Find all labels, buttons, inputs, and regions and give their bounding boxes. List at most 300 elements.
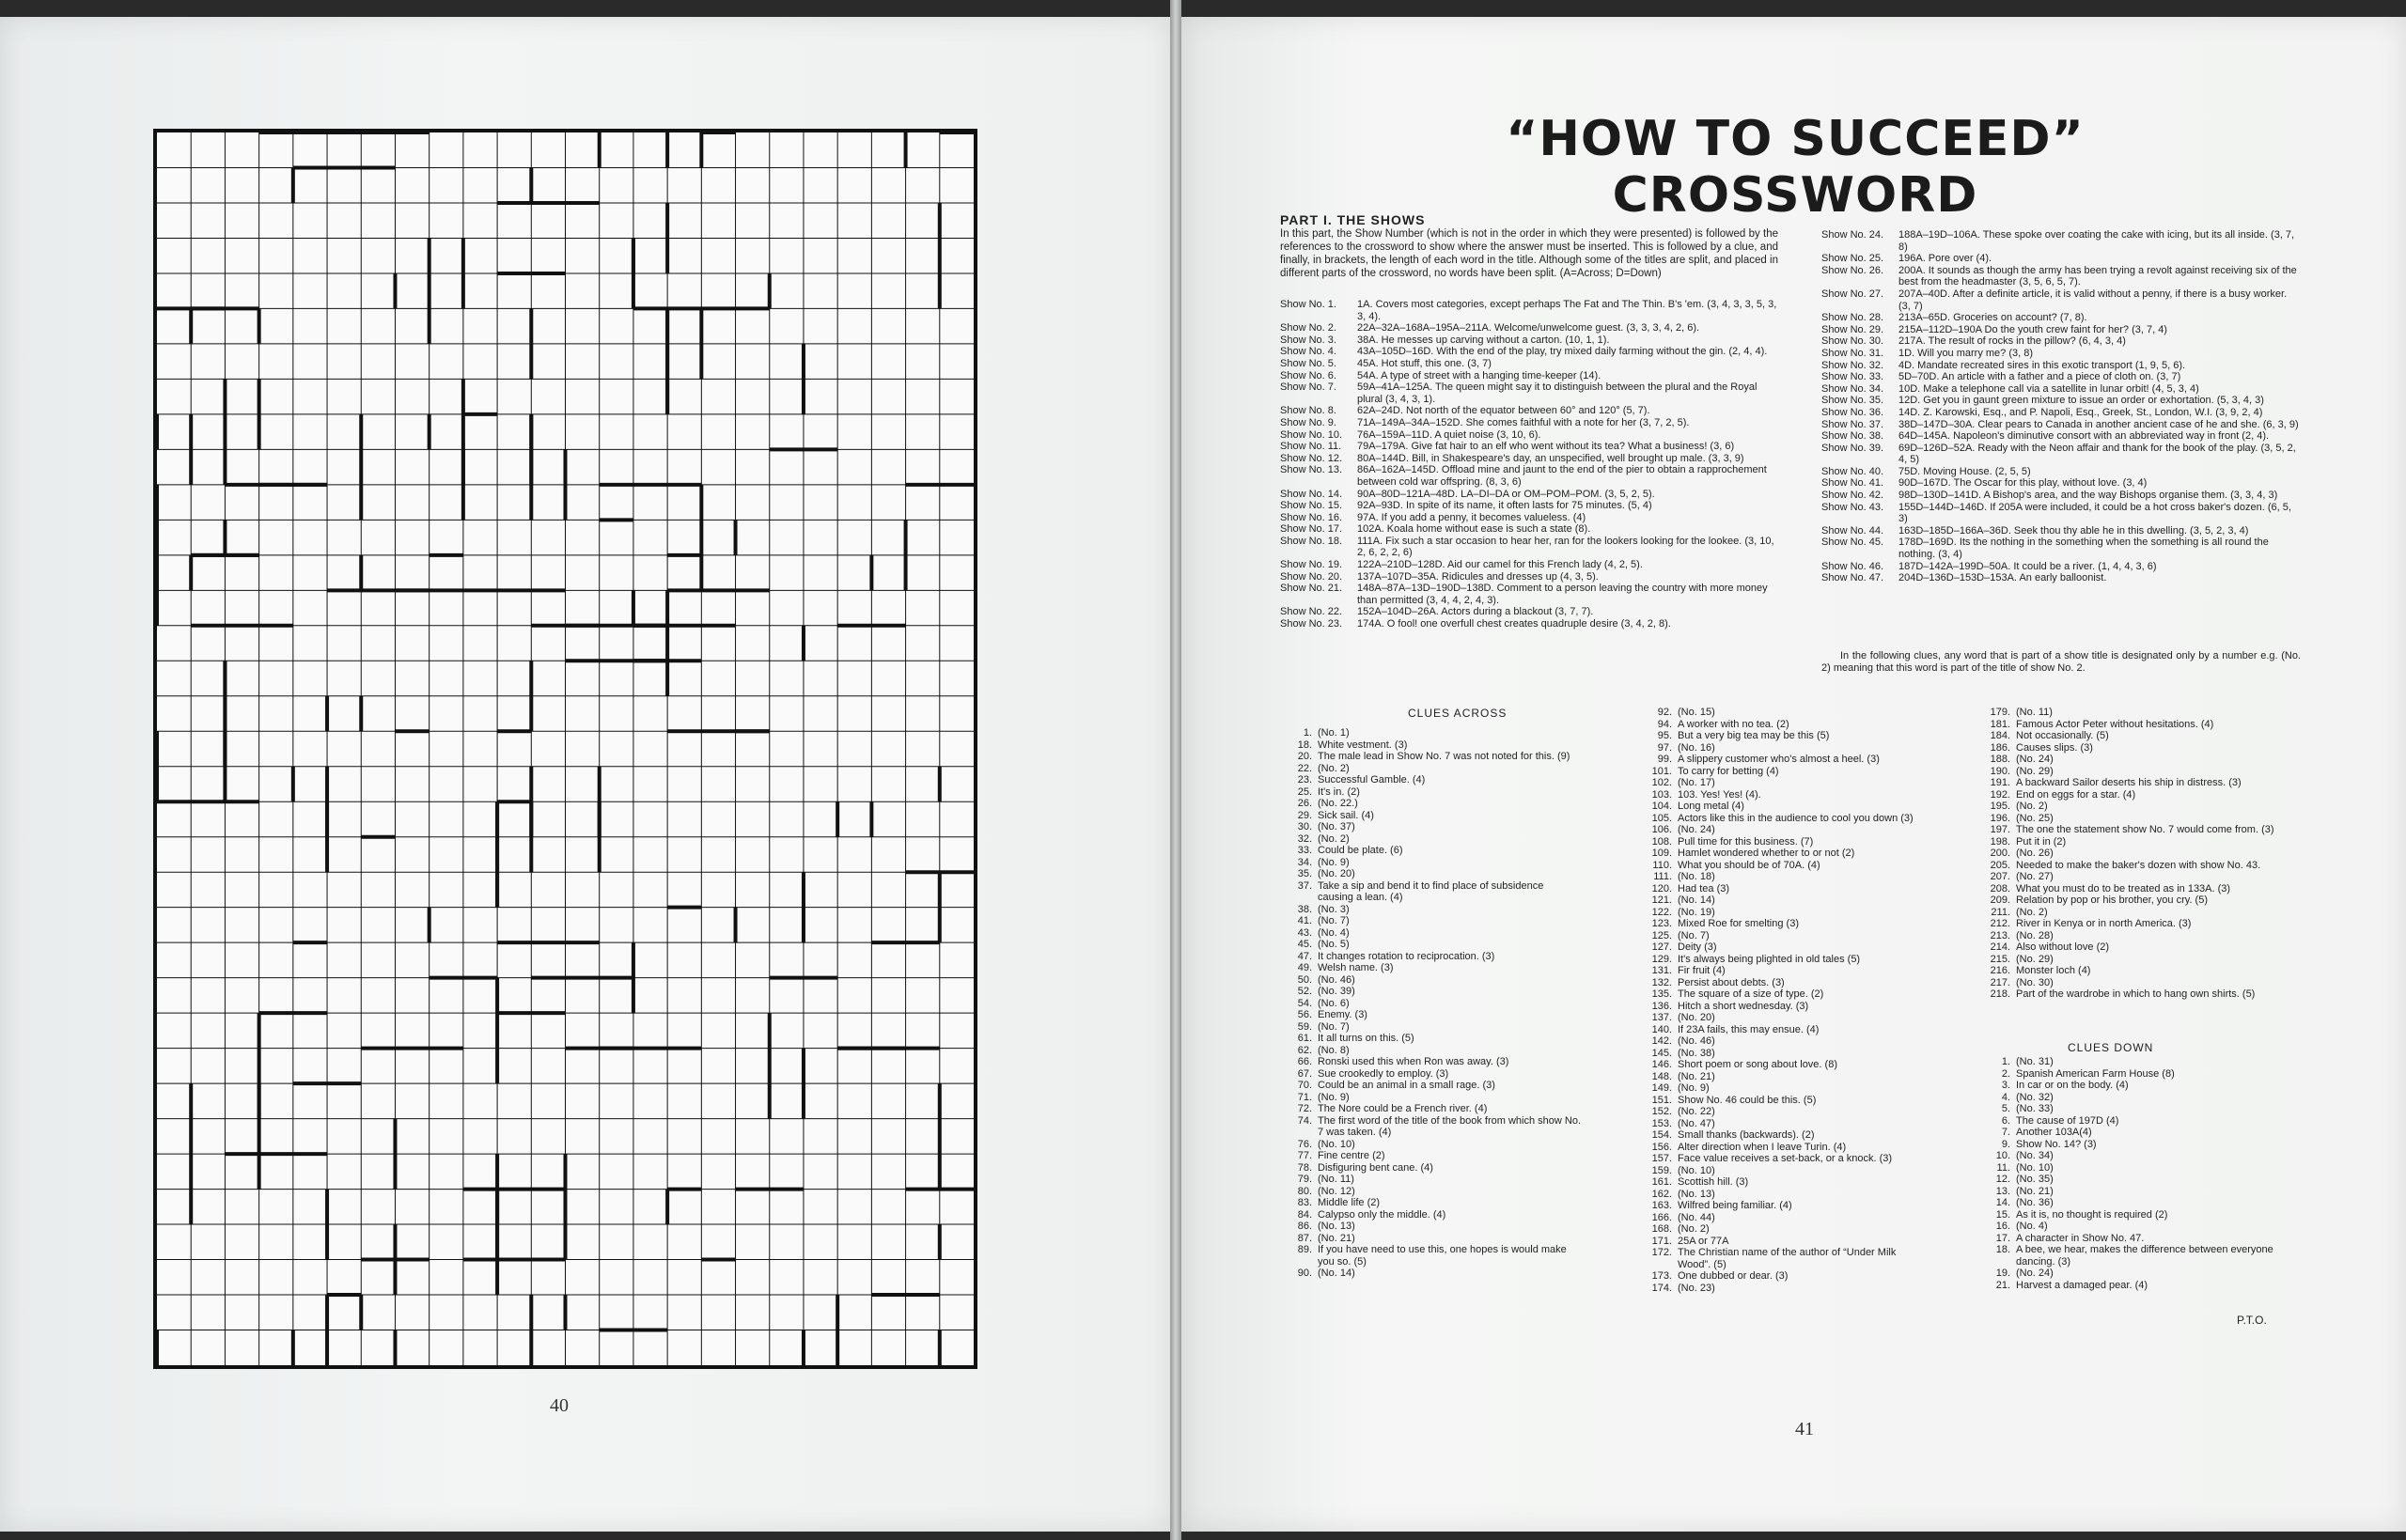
clue-entry <box>1978 1174 2298 1186</box>
clue-number: 4. <box>2001 1091 2010 1103</box>
clue-entry <box>1640 907 1931 919</box>
clue-text: Calypso only the middle. (4) <box>1318 1208 1446 1221</box>
clue-text: The square of a size of type. (2) <box>1678 988 1824 1000</box>
show-text: 69D–126D–52A. Ready with the Neon affair and thank for the book of the play. (3, 5, 2, 4, 5) <box>1898 442 2296 466</box>
clue-number: 12. <box>1995 1174 2010 1185</box>
clue-entry <box>1978 1268 2298 1280</box>
clue-entry <box>1978 1233 2298 1245</box>
clue-number: 151. <box>1651 1094 1672 1106</box>
clue-text: Actors like this in the audience to cool you down (3) <box>1678 812 1914 824</box>
show-number: Show No. 3. <box>1280 334 1336 346</box>
clue-number: 52. <box>1297 986 1312 997</box>
clue-text: Deity (3) <box>1678 941 1717 953</box>
clue-entry <box>1978 754 2298 766</box>
clue-entry <box>1978 789 2298 801</box>
show-entry <box>1280 453 1778 465</box>
clue-entry <box>1978 1139 2298 1151</box>
clue-text: Wilfred being familiar. (4) <box>1678 1200 1792 1211</box>
show-entry <box>1280 429 1778 442</box>
clue-entry <box>1978 894 2298 907</box>
clue-entry <box>1640 1024 1931 1036</box>
clue-number: 140. <box>1651 1023 1672 1035</box>
clue-text: Fir fruit (4) <box>1678 965 1726 976</box>
clue-text: It's always being plighted in old tales (5) <box>1678 953 1861 965</box>
clue-number: 207. <box>1990 871 2010 882</box>
clue-entry <box>1978 777 2298 789</box>
show-text: 200A. It sounds as though the army has been trying a revolt against receiving six of the best from the headmaster (3, 5, 6, 5, 7). <box>1898 264 2297 288</box>
show-text: 80A–144D. Bill, in Shakespeare's day, an unspecified, well brought up male. (3, 3, 9) <box>1357 452 1744 464</box>
clue-text: Another 103A(4) <box>2016 1127 2092 1138</box>
clue-entry <box>1978 1056 2298 1068</box>
clue-text: Disfiguring bent cane. (4) <box>1318 1161 1433 1174</box>
clue-number: 184. <box>1990 730 2010 741</box>
clue-number: 131. <box>1651 965 1672 976</box>
clue-number: 198. <box>1990 835 2010 848</box>
clue-entry <box>1978 1068 2298 1081</box>
clue-entry <box>1280 1268 1581 1280</box>
clue-number: 127. <box>1651 941 1672 953</box>
shows-list-right <box>1821 229 2301 584</box>
clue-text: A slippery customer who's almost a heel. (3) <box>1678 754 1880 765</box>
clue-number: 49. <box>1297 962 1312 973</box>
clue-number: 62. <box>1297 1044 1312 1056</box>
show-entry <box>1821 253 2301 265</box>
page-number-left: 40 <box>550 1395 569 1416</box>
clue-number: 6. <box>2001 1114 2010 1127</box>
clue-entry <box>1280 998 1581 1010</box>
clue-number: 18. <box>1297 739 1312 751</box>
clue-number: 172. <box>1651 1247 1672 1258</box>
clue-text: Could be plate. (6) <box>1318 845 1403 856</box>
clue-entry <box>1640 801 1931 813</box>
clue-text: (No. 30) <box>2016 976 2054 988</box>
show-number: Show No. 39. <box>1821 442 1884 454</box>
show-number: Show No. 19. <box>1280 559 1343 571</box>
show-text: 1A. Covers most categories, except perhaps The Fat and The Thin. B's 'em. (3, 4, 3, 3, 5, 3, 3, 4). <box>1357 299 1777 322</box>
clue-text: (No. 2) <box>2016 801 2048 812</box>
show-number: Show No. 7. <box>1280 381 1336 394</box>
show-entry <box>1280 370 1778 382</box>
clue-number: 15. <box>1995 1208 2010 1221</box>
clue-number: 212. <box>1990 918 2010 929</box>
clue-text: (No. 27) <box>2016 871 2054 882</box>
clue-number: 186. <box>1990 741 2010 754</box>
clue-text: Pull time for this business. (7) <box>1678 835 1814 848</box>
show-number: Show No. 5. <box>1280 357 1336 369</box>
clue-text: To carry for betting (4) <box>1678 765 1779 777</box>
clue-entry <box>1978 954 2298 966</box>
show-text: 111A. Fix such a star occasion to hear her, ran for the lookers looking for the lookee. (3, 10, 2, 6, 2, 2, 6) <box>1357 535 1774 559</box>
clue-number: 125. <box>1651 929 1672 941</box>
clue-text: 25A or 77A <box>1678 1235 1729 1247</box>
clue-text: Hitch a short wednesday. (3) <box>1678 1000 1809 1012</box>
part1-heading: PART I. THE SHOWS <box>1280 212 1426 227</box>
clue-entry <box>1978 824 2298 836</box>
clue-entry <box>1978 977 2298 989</box>
clue-entry <box>1640 1176 1931 1189</box>
clue-text: The first word of the title of the book from which show No. 7 was taken. (4) <box>1318 1114 1582 1138</box>
clue-entry <box>1640 848 1931 860</box>
clue-entry <box>1978 941 2298 954</box>
show-entry <box>1280 536 1778 559</box>
clue-number: 92. <box>1657 707 1672 718</box>
clue-number: 110. <box>1652 859 1672 871</box>
clue-text: Spanish American Farm House (8) <box>2016 1067 2175 1080</box>
clue-entry <box>1280 880 1581 904</box>
clue-entry <box>1280 1009 1581 1021</box>
clue-number: 43. <box>1297 926 1312 939</box>
clue-number: 190. <box>1990 765 2010 777</box>
clue-entry <box>1280 868 1581 880</box>
clue-entry <box>1978 742 2298 754</box>
clue-text: River in Kenya or in north America. (3) <box>2016 918 2192 929</box>
clue-number: 2. <box>2001 1067 2010 1080</box>
clue-text: 103. Yes! Yes! (4). <box>1678 788 1761 801</box>
clue-number: 26. <box>1297 798 1312 809</box>
clue-number: 123. <box>1651 918 1672 929</box>
show-entry <box>1821 383 2301 396</box>
clue-number: 10. <box>1995 1150 2010 1161</box>
clue-text: Small thanks (backwards). (2) <box>1678 1129 1815 1141</box>
show-entry <box>1821 490 2301 502</box>
show-number: Show No. 21. <box>1280 583 1343 595</box>
clue-entry <box>1280 986 1581 998</box>
clue-entry <box>1280 1103 1581 1115</box>
show-entry <box>1821 324 2301 336</box>
clue-entry <box>1280 739 1581 752</box>
clue-entry <box>1280 1080 1581 1092</box>
clue-text: It changes rotation to reciprocation. (3) <box>1318 950 1495 962</box>
show-entry <box>1280 606 1778 618</box>
clue-entry <box>1280 798 1581 810</box>
show-entry <box>1280 346 1778 358</box>
show-entry <box>1280 618 1778 630</box>
show-text: 148A–87A–13D–190D–138D. Comment to a person leaving the country with more money than permitted (3, 4, 4, 2, 4, 3). <box>1357 583 1768 606</box>
clue-number: 197. <box>1990 824 2010 835</box>
clue-number: 20. <box>1297 751 1312 762</box>
clue-entry <box>1978 848 2298 860</box>
show-text: 38A. He messes up carving without a carton. (10, 1, 1). <box>1357 334 1610 346</box>
show-text: 155D–144D–146D. If 205A were included, it could be a hot cross baker's dozen. (6, 5, 3) <box>1898 501 2291 525</box>
clue-entry <box>1978 836 2298 848</box>
clue-text: (No. 21) <box>2016 1185 2054 1197</box>
clue-text: Welsh name. (3) <box>1318 962 1394 973</box>
show-number: Show No. 24. <box>1821 229 1884 241</box>
show-entry <box>1821 477 2301 490</box>
clue-text: (No. 31) <box>2016 1056 2054 1067</box>
clue-text: What you must do to be treated as in 133A. (3) <box>2016 882 2231 894</box>
clue-entry <box>1640 860 1931 872</box>
show-entry <box>1821 312 2301 324</box>
crossword-grid-lines <box>157 132 974 1365</box>
clue-number: 70. <box>1297 1080 1312 1091</box>
show-number: Show No. 12. <box>1280 452 1343 464</box>
clue-text: But a very big tea may be this (5) <box>1678 730 1830 741</box>
show-entry <box>1821 395 2301 407</box>
show-number: Show No. 32. <box>1821 359 1884 371</box>
clue-entry <box>1280 763 1581 775</box>
clue-text: A backward Sailor deserts his ship in distress. (3) <box>2016 777 2242 788</box>
show-number: Show No. 2. <box>1280 322 1336 334</box>
clue-number: 9. <box>2001 1138 2010 1150</box>
clues-across-col1 <box>1280 727 1581 1280</box>
show-text: 14D. Z. Karowski, Esq., and P. Napoli, Esq., Greek, St., London, W.I. (3, 9, 2, 4) <box>1898 406 2263 418</box>
clue-number: 13. <box>1995 1185 2010 1197</box>
clue-number: 154. <box>1651 1129 1672 1141</box>
show-number: Show No. 13. <box>1280 464 1343 476</box>
clue-entry <box>1978 1209 2298 1221</box>
clue-text: (No. 3) <box>1318 903 1350 915</box>
show-entry <box>1280 381 1778 405</box>
clue-entry <box>1978 1280 2298 1292</box>
clue-text: (No. 22.) <box>1318 798 1358 809</box>
clue-number: 121. <box>1651 894 1672 906</box>
clue-number: 111. <box>1653 871 1672 882</box>
clue-entry <box>1280 1233 1581 1245</box>
clue-text: (No. 10) <box>2016 1161 2054 1174</box>
clue-entry <box>1978 918 2298 930</box>
clue-number: 145. <box>1651 1047 1672 1059</box>
show-number: Show No. 10. <box>1280 428 1343 441</box>
clue-text: (No. 37) <box>1318 821 1355 832</box>
clue-number: 149. <box>1651 1082 1672 1094</box>
clue-entry <box>1280 774 1581 786</box>
clue-text: If you have need to use this, one hopes is would make you so. (5) <box>1318 1244 1567 1268</box>
show-text: 5D–70D. An article with a father and a piece of cloth on. (3, 7) <box>1898 371 2181 383</box>
show-number: Show No. 40. <box>1821 465 1884 477</box>
show-number: Show No. 14. <box>1280 488 1343 500</box>
show-number: Show No. 1. <box>1280 299 1336 310</box>
show-entry <box>1280 405 1778 417</box>
clue-text: (No. 10) <box>1318 1138 1355 1150</box>
clue-number: 217. <box>1990 976 2010 988</box>
show-entry <box>1821 502 2301 525</box>
clue-text: Fine centre (2) <box>1318 1150 1385 1161</box>
clue-text: (No. 23) <box>1678 1282 1715 1294</box>
pto-label: P.T.O. <box>2237 1314 2267 1327</box>
clue-text: Take a sip and bend it to find place of subsidence causing a lean. (4) <box>1318 879 1544 903</box>
clue-number: 74. <box>1297 1114 1312 1127</box>
clue-entry <box>1640 1270 1931 1283</box>
clue-number: 105. <box>1651 812 1672 824</box>
clue-entry <box>1280 751 1581 763</box>
clue-text: (No. 47) <box>1678 1117 1715 1129</box>
clue-entry <box>1640 1001 1931 1013</box>
clue-entry <box>1280 1139 1581 1151</box>
clue-number: 67. <box>1297 1067 1312 1080</box>
clue-text: Could be an animal in a small rage. (3) <box>1318 1080 1495 1091</box>
clue-number: 19. <box>1995 1268 2010 1279</box>
clue-entry <box>1640 1106 1931 1118</box>
clue-text: Hamlet wondered whether to or not (2) <box>1678 848 1855 859</box>
clue-number: 23. <box>1297 774 1312 786</box>
clue-number: 168. <box>1651 1223 1672 1235</box>
clue-number: 66. <box>1297 1056 1312 1067</box>
clue-number: 109. <box>1651 848 1672 859</box>
show-text: 178D–169D. Its the nothing in the something when the something is all round the nothing. (3, 4) <box>1898 537 2269 561</box>
clue-number: 3. <box>2001 1080 2010 1091</box>
clue-number: 200. <box>1990 848 2010 859</box>
clue-text: Relation by pop or his brother, you cry. (5) <box>2016 894 2209 906</box>
clue-entry <box>1640 1200 1931 1212</box>
clue-number: 181. <box>1990 718 2010 730</box>
show-entry <box>1280 500 1778 512</box>
clues-across-col3 <box>1978 707 2298 1001</box>
show-entry <box>1821 537 2301 560</box>
show-number: Show No. 15. <box>1280 500 1343 512</box>
clue-text: Mixed Roe for smelting (3) <box>1678 918 1799 929</box>
clue-number: 135. <box>1651 988 1672 1000</box>
show-text: 90A–80D–121A–48D. LA–DI–DA or OM–POM–POM. (3, 5, 2, 5). <box>1357 488 1655 500</box>
clue-text: (No. 2) <box>1678 1223 1710 1235</box>
clue-number: 104. <box>1651 801 1672 812</box>
clue-number: 54. <box>1297 997 1312 1009</box>
show-text: 1D. Will you marry me? (3, 8) <box>1898 347 2034 359</box>
show-text: 79A–179A. Give fat hair to an elf who went without its tea? What a business! (3, 6) <box>1357 441 1735 453</box>
clue-number: 213. <box>1990 929 2010 941</box>
clue-text: (No. 4) <box>1318 926 1350 939</box>
clue-entry <box>1640 965 1931 977</box>
clue-text: Not occasionally. (5) <box>2016 730 2109 741</box>
show-entry <box>1280 334 1778 347</box>
show-text: 188A–19D–106A. These spoke over coating the cake with icing, but its all inside. (3, 7, 8) <box>1898 229 2295 253</box>
clue-text: (No. 14) <box>1318 1268 1355 1279</box>
clue-number: 218. <box>1990 988 2010 1000</box>
show-entry <box>1280 358 1778 370</box>
clue-entry <box>1280 904 1581 916</box>
show-number: Show No. 37. <box>1821 418 1884 430</box>
clue-number: 101. <box>1651 765 1672 777</box>
clue-text: (No. 28) <box>2016 929 2054 941</box>
clue-number: 156. <box>1651 1141 1672 1153</box>
clue-entry <box>1640 977 1931 989</box>
show-number: Show No. 31. <box>1821 347 1884 359</box>
clue-entry <box>1978 766 2298 778</box>
clue-text: (No. 13) <box>1318 1221 1355 1232</box>
clue-entry <box>1978 1115 2298 1128</box>
clue-number: 192. <box>1990 788 2010 801</box>
clue-entry <box>1280 1221 1581 1233</box>
clue-text: In car or on the body. (4) <box>2016 1080 2129 1091</box>
clue-entry <box>1640 742 1931 754</box>
clue-text: End on eggs for a star. (4) <box>2016 788 2136 801</box>
clue-entry <box>1640 1012 1931 1024</box>
clue-number: 196. <box>1990 812 2010 824</box>
clue-number: 16. <box>1995 1221 2010 1232</box>
clue-number: 157. <box>1651 1153 1672 1164</box>
clue-entry <box>1280 951 1581 963</box>
clue-number: 94. <box>1657 718 1672 730</box>
clue-text: (No. 29) <box>2016 953 2054 965</box>
clue-entry <box>1280 1209 1581 1221</box>
clue-number: 108. <box>1651 835 1672 848</box>
clue-number: 215. <box>1990 953 2010 965</box>
clue-number: 32. <box>1297 832 1312 845</box>
clue-text: Part of the wardrobe in which to hang own shirts. (5) <box>2016 988 2256 1000</box>
clue-text: (No. 20) <box>1678 1012 1715 1023</box>
clue-entry <box>1978 1150 2298 1162</box>
clue-entry <box>1280 1197 1581 1209</box>
clue-text: (No. 9) <box>1318 856 1350 868</box>
clue-entry <box>1640 871 1931 883</box>
show-text: 38D–147D–30A. Clear pears to Canada in another ancient case of he and she. (6, 3, 9) <box>1898 418 2299 430</box>
clue-number: 90. <box>1297 1268 1312 1279</box>
show-number: Show No. 46. <box>1821 560 1884 572</box>
show-text: 102A. Koala home without ease is such a state (8). <box>1357 523 1591 536</box>
show-entry <box>1280 523 1778 536</box>
show-number: Show No. 11. <box>1280 441 1342 453</box>
show-number: Show No. 33. <box>1821 371 1884 383</box>
clue-text: The one the statement show No. 7 would come from. (3) <box>2016 824 2274 835</box>
clue-text: Scottish hill. (3) <box>1678 1176 1749 1188</box>
clue-entry <box>1978 707 2298 719</box>
show-text: 64D–145A. Napoleon's diminutive consort with an abbreviated way in front (2, 4). <box>1898 430 2270 443</box>
clue-number: 72. <box>1297 1103 1312 1114</box>
clue-number: 174. <box>1651 1282 1672 1294</box>
clue-entry <box>1280 810 1581 822</box>
clue-entry <box>1978 1080 2298 1092</box>
clue-text: (No. 25) <box>2016 812 2054 824</box>
clue-text: (No. 21) <box>1678 1070 1715 1082</box>
clue-text: The Nore could be a French river. (4) <box>1318 1103 1488 1114</box>
clue-text: (No. 19) <box>1678 906 1715 918</box>
show-text: 10D. Make a telephone call via a satellite in lunar orbit! (4, 5, 3, 4) <box>1898 382 2199 395</box>
clue-number: 86. <box>1297 1221 1312 1232</box>
clue-text: (No. 38) <box>1678 1047 1715 1059</box>
clue-entry <box>1280 833 1581 846</box>
clue-text: (No. 22) <box>1678 1106 1715 1117</box>
show-number: Show No. 6. <box>1280 369 1336 381</box>
clue-number: 87. <box>1297 1232 1312 1244</box>
clue-text: Ronski used this when Ron was away. (3) <box>1318 1056 1509 1067</box>
clue-text: Needed to make the baker's dozen with show No. 43. <box>2016 859 2261 871</box>
clue-text: Short poem or song about love. (8) <box>1678 1059 1837 1070</box>
show-text: 98D–130D–141D. A Bishop's area, and the way Bishops organise them. (3, 3, 4, 3) <box>1898 490 2278 502</box>
page-number-right: 41 <box>1795 1419 1814 1439</box>
clue-entry <box>1978 1197 2298 1209</box>
clue-text: (No. 24) <box>1678 824 1715 835</box>
show-number: Show No. 30. <box>1821 335 1884 348</box>
clue-entry <box>1640 954 1931 966</box>
clue-number: 132. <box>1651 976 1672 988</box>
show-text: 122A–210D–128D. Aid our camel for this French lady (4, 2, 5). <box>1357 559 1643 571</box>
clue-number: 56. <box>1297 1009 1312 1020</box>
clue-number: 37. <box>1297 879 1312 892</box>
show-number: Show No. 23. <box>1280 618 1343 630</box>
clue-text: (No. 46) <box>1678 1035 1715 1047</box>
show-text: 137A–107D–35A. Ridicules and dresses up (4, 3, 5). <box>1357 570 1599 583</box>
clue-number: 162. <box>1651 1188 1672 1200</box>
clue-entry <box>1640 1082 1931 1095</box>
clue-number: 79. <box>1297 1174 1312 1185</box>
clue-number: 80. <box>1297 1185 1312 1197</box>
clue-entry <box>1280 857 1581 869</box>
show-entry <box>1280 322 1778 334</box>
show-number: Show No. 8. <box>1280 405 1336 417</box>
clue-text: One dubbed or dear. (3) <box>1678 1270 1789 1282</box>
clue-entry <box>1640 930 1931 942</box>
clue-text: (No. 24) <box>2016 754 2054 765</box>
crossword-grid <box>153 129 977 1369</box>
clue-number: 89. <box>1297 1244 1312 1255</box>
clue-entry <box>1280 1021 1581 1034</box>
clue-entry <box>1640 1189 1931 1201</box>
clue-number: 41. <box>1297 915 1312 926</box>
clue-entry <box>1640 1059 1931 1071</box>
clue-entry <box>1280 915 1581 927</box>
clue-entry <box>1978 907 2298 919</box>
show-number: Show No. 35. <box>1821 395 1884 407</box>
